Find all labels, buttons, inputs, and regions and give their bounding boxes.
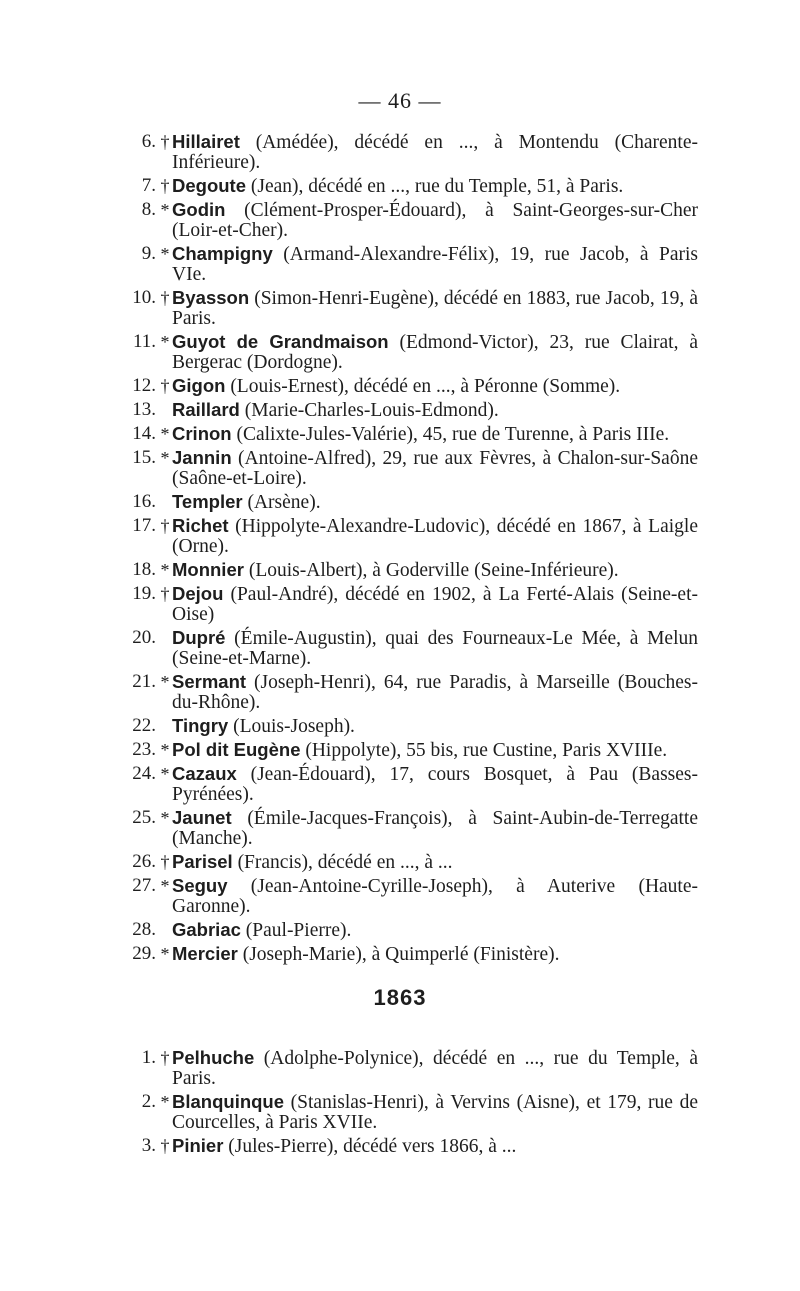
entry-marker: * xyxy=(160,332,170,352)
entry-details: (Jean-Édouard), 17, cours Bosquet, à Pau (Basses-Pyrénées). xyxy=(172,764,698,805)
entry-name: Pol dit Eugène xyxy=(172,739,301,760)
entry-text xyxy=(172,492,698,513)
entry-name: Pinier xyxy=(172,1135,224,1156)
entry-marker: * xyxy=(160,244,170,264)
entry-text xyxy=(172,740,698,761)
entry-name: Degoute xyxy=(172,175,246,196)
entry-marker: † xyxy=(160,176,170,196)
entry-number: 7. xyxy=(141,175,156,196)
list-item xyxy=(128,288,698,329)
entry-marker: † xyxy=(160,1136,170,1156)
list-item xyxy=(128,876,698,917)
entry-number: 1. xyxy=(141,1047,156,1068)
entry-number: 25. xyxy=(132,807,156,828)
entry-name: Mercier xyxy=(172,943,238,964)
entry-details: (Jean-Antoine-Cyrille-Joseph), à Auterive (Haute-Garonne). xyxy=(172,876,698,917)
entry-number: 8. xyxy=(141,199,156,220)
entry-details: (Louis-Albert), à Goderville (Seine-Inférieure). xyxy=(243,560,619,581)
entry-number: 19. xyxy=(132,583,156,604)
entry-text xyxy=(172,288,698,329)
entry-details: (Edmond-Victor), 23, rue Clairat, à Bergerac (Dordogne). xyxy=(172,332,698,373)
entry-details: (Clément-Prosper-Édouard), à Saint-Georges-sur-Cher (Loir-et-Cher). xyxy=(172,200,698,241)
entry-number: 15. xyxy=(132,447,156,468)
entry-name: Hillairet xyxy=(172,131,240,152)
list-item xyxy=(128,332,698,373)
list-item xyxy=(128,400,698,421)
list-item xyxy=(128,376,698,397)
entry-text xyxy=(172,176,698,197)
entry-details: (Stanislas-Henri), à Vervins (Aisne), et 179, rue de Courcelles, à Paris XVIIe. xyxy=(172,1092,698,1133)
entry-text xyxy=(172,1092,698,1133)
entry-text xyxy=(172,132,698,173)
entry-list-section2 xyxy=(128,1048,698,1160)
entry-marker: * xyxy=(160,448,170,468)
entry-number: 3. xyxy=(141,1135,156,1156)
entry-number: 12. xyxy=(132,375,156,396)
entry-text xyxy=(172,808,698,849)
entry-number: 22. xyxy=(132,715,156,736)
list-item xyxy=(128,628,698,669)
entry-name: Templer xyxy=(172,491,243,512)
entry-text xyxy=(172,424,698,445)
list-item xyxy=(128,244,698,285)
entry-number: 27. xyxy=(132,875,156,896)
entry-details: (Hippolyte), 55 bis, rue Custine, Paris XVIIIe. xyxy=(300,740,668,761)
entry-name: Cazaux xyxy=(172,763,237,784)
entry-name: Godin xyxy=(172,199,226,220)
entry-marker: * xyxy=(160,200,170,220)
entry-number: 21. xyxy=(132,671,156,692)
entry-name: Dupré xyxy=(172,627,226,648)
list-item xyxy=(128,740,698,761)
entry-details: (Francis), décédé en ..., à ... xyxy=(232,852,453,873)
entry-number: 20. xyxy=(132,627,156,648)
entry-details: (Louis-Joseph). xyxy=(228,716,355,737)
entry-text xyxy=(172,448,698,489)
entry-number: 26. xyxy=(132,851,156,872)
entry-number: 23. xyxy=(132,739,156,760)
entry-text xyxy=(172,672,698,713)
entry-number: 13. xyxy=(132,399,156,420)
entry-marker: † xyxy=(160,516,170,536)
list-item xyxy=(128,200,698,241)
entry-details: (Paul-André), décédé en 1902, à La Ferté-Alais (Seine-et-Oise) xyxy=(172,584,698,625)
list-item xyxy=(128,764,698,805)
list-item xyxy=(128,176,698,197)
entry-text xyxy=(172,560,698,581)
list-item xyxy=(128,944,698,965)
entry-name: Monnier xyxy=(172,559,244,580)
entry-text xyxy=(172,852,698,873)
entry-text xyxy=(172,516,698,557)
entry-details: (Adolphe-Polynice), décédé en ..., rue du Temple, à Paris. xyxy=(172,1048,698,1089)
entry-text xyxy=(172,628,698,669)
entry-details: (Jean), décédé en ..., rue du Temple, 51, à Paris. xyxy=(246,176,624,197)
list-item xyxy=(128,584,698,625)
entry-marker: † xyxy=(160,132,170,152)
list-item xyxy=(128,448,698,489)
entry-number: 2. xyxy=(141,1091,156,1112)
entry-text xyxy=(172,584,698,625)
entry-number: 29. xyxy=(132,943,156,964)
entry-number: 28. xyxy=(132,919,156,940)
list-item xyxy=(128,1136,698,1157)
entry-marker: * xyxy=(160,740,170,760)
entry-details: (Paul-Pierre). xyxy=(240,920,352,941)
entry-list-section1 xyxy=(128,132,698,968)
entry-details: (Calixte-Jules-Valérie), 45, rue de Turenne, à Paris IIIe. xyxy=(231,424,670,445)
entry-name: Jannin xyxy=(172,447,232,468)
entry-text xyxy=(172,1136,698,1157)
entry-name: Champigny xyxy=(172,243,273,264)
entry-name: Sermant xyxy=(172,671,247,692)
entry-text xyxy=(172,944,698,965)
entry-marker: † xyxy=(160,852,170,872)
entry-name: Jaunet xyxy=(172,807,232,828)
entry-marker: † xyxy=(160,288,170,308)
list-item xyxy=(128,132,698,173)
entry-name: Parisel xyxy=(172,851,233,872)
year-heading: 1863 xyxy=(373,985,427,1010)
entry-marker: * xyxy=(160,424,170,444)
list-item xyxy=(128,1092,698,1133)
entry-details: (Amédée), décédé en ..., à Montendu (Charente-Inférieure). xyxy=(172,132,698,173)
entry-details: (Louis-Ernest), décédé en ..., à Péronne (Somme). xyxy=(225,376,621,397)
list-item xyxy=(128,672,698,713)
entry-text xyxy=(172,876,698,917)
entry-name: Tingry xyxy=(172,715,229,736)
list-item xyxy=(128,492,698,513)
entry-marker: † xyxy=(160,1048,170,1068)
entry-text xyxy=(172,764,698,805)
entry-details: (Joseph-Marie), à Quimperlé (Finistère). xyxy=(237,944,560,965)
entry-text xyxy=(172,376,698,397)
entry-name: Seguy xyxy=(172,875,228,896)
entry-marker: * xyxy=(160,808,170,828)
entry-details: (Jules-Pierre), décédé vers 1866, à ... xyxy=(223,1136,517,1157)
list-item xyxy=(128,424,698,445)
entry-number: 16. xyxy=(132,491,156,512)
entry-text xyxy=(172,1048,698,1089)
entry-text xyxy=(172,716,698,737)
entry-name: Richet xyxy=(172,515,229,536)
entry-marker: * xyxy=(160,876,170,896)
entry-name: Byasson xyxy=(172,287,250,308)
list-item xyxy=(128,920,698,941)
list-item xyxy=(128,560,698,581)
entry-details: (Marie-Charles-Louis-Edmond). xyxy=(239,400,499,421)
entry-name: Gabriac xyxy=(172,919,241,940)
entry-name: Crinon xyxy=(172,423,232,444)
list-item xyxy=(128,1048,698,1089)
entry-details: (Hippolyte-Alexandre-Ludovic), décédé en 1867, à Laigle (Orne). xyxy=(172,516,698,557)
entry-name: Raillard xyxy=(172,399,240,420)
entry-number: 18. xyxy=(132,559,156,580)
entry-number: 6. xyxy=(141,131,156,152)
entry-marker: † xyxy=(160,584,170,604)
entry-details: (Armand-Alexandre-Félix), 19, rue Jacob, à Paris VIe. xyxy=(172,244,698,285)
entry-name: Blanquinque xyxy=(172,1091,285,1112)
entry-number: 14. xyxy=(132,423,156,444)
entry-marker: * xyxy=(160,560,170,580)
entry-number: 17. xyxy=(132,515,156,536)
list-item xyxy=(128,516,698,557)
list-item xyxy=(128,716,698,737)
entry-details: (Simon-Henri-Eugène), décédé en 1883, rue Jacob, 19, à Paris. xyxy=(172,288,698,329)
entry-number: 10. xyxy=(132,287,156,308)
entry-details: (Arsène). xyxy=(242,492,321,513)
entry-name: Pelhuche xyxy=(172,1047,255,1068)
entry-number: 24. xyxy=(132,763,156,784)
entry-marker: * xyxy=(160,672,170,692)
list-item xyxy=(128,808,698,849)
entry-marker: * xyxy=(160,764,170,784)
entry-details: (Émile-Augustin), quai des Fourneaux-Le Mée, à Melun (Seine-et-Marne). xyxy=(172,628,698,669)
list-item xyxy=(128,852,698,873)
entry-text xyxy=(172,332,698,373)
entry-name: Gigon xyxy=(172,375,226,396)
entry-details: (Émile-Jacques-François), à Saint-Aubin-de-Terregatte (Manche). xyxy=(172,808,698,849)
entry-number: 9. xyxy=(141,243,156,264)
entry-marker: * xyxy=(160,944,170,964)
entry-number: 11. xyxy=(132,331,156,352)
entry-marker: † xyxy=(160,376,170,396)
page-number: — 46 — xyxy=(358,88,442,113)
entry-text xyxy=(172,920,698,941)
entry-name: Guyot de Grandmaison xyxy=(172,331,389,352)
entry-text xyxy=(172,244,698,285)
entry-details: (Joseph-Henri), 64, rue Paradis, à Marseille (Bouches-du-Rhône). xyxy=(172,672,698,713)
entry-marker: * xyxy=(160,1092,170,1112)
entry-text xyxy=(172,200,698,241)
entry-text xyxy=(172,400,698,421)
entry-name: Dejou xyxy=(172,583,224,604)
entry-details: (Antoine-Alfred), 29, rue aux Fèvres, à Chalon-sur-Saône (Saône-et-Loire). xyxy=(172,448,698,489)
